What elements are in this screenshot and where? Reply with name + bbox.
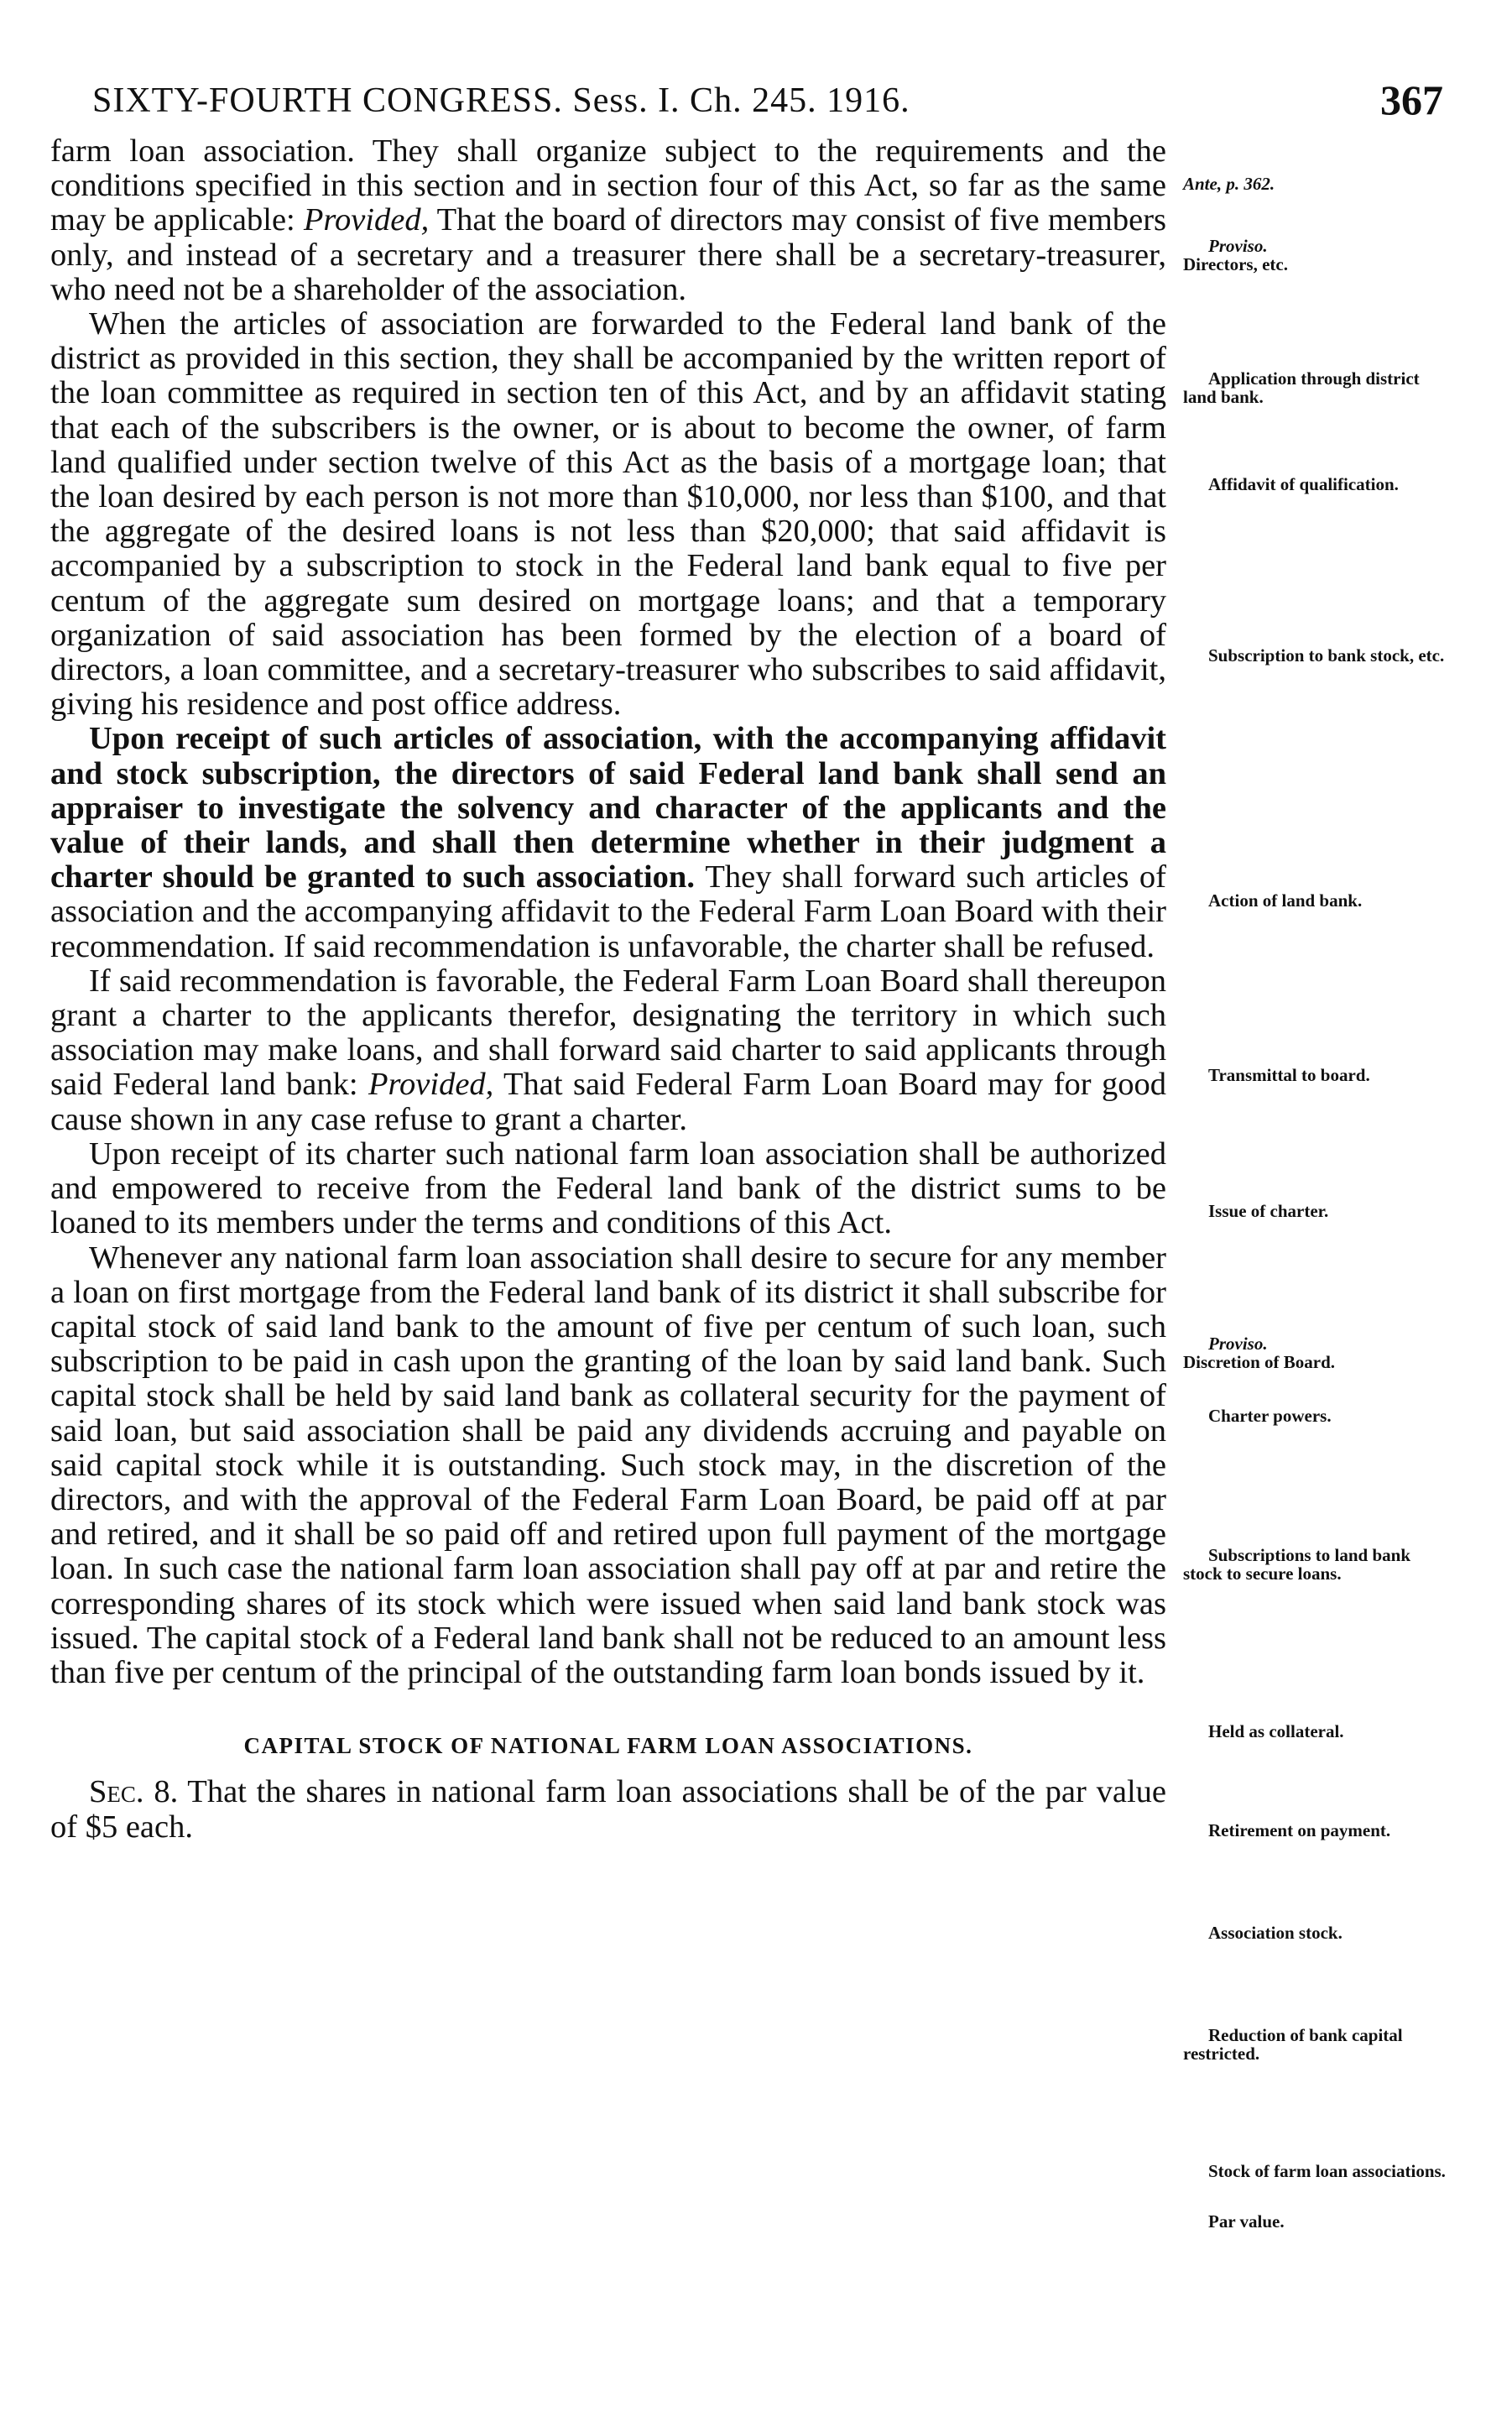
paragraph-text: Upon receipt of such articles of association, with the accompanying affidavit and stock subscription, the directors of said Federal land bank shall send an appraiser to investigate the solvency and character of the applicants and the value of their lands, and shall then determine whether in their judgment a charter should be granted to such association.	[50, 721, 1166, 895]
margin-note-text: Stock of farm loan associations.	[1208, 2161, 1446, 2181]
margin-note-text: Charter powers.	[1208, 1406, 1332, 1426]
paragraph-text: farm loan association. They shall organize subject to the requirements and the conditions specified in this section and in section four of this Act, so far as the same may be applicable:	[50, 133, 1166, 238]
paragraph-text: That the board of directors may consist of five members only, and instead of a secretary and a treasurer there shall be a secretary-treasurer, who need not be a shareholder of the association.	[50, 202, 1167, 307]
body-text	[50, 134, 1166, 1845]
margin-note-text: Proviso.	[1208, 1334, 1268, 1354]
paragraph-charter-grant	[50, 964, 1166, 1137]
margin-note-text: Discretion of Board.	[1183, 1352, 1336, 1372]
paragraph-text: They shall forward such articles of association and the accompanying affidavit to the Federal Farm Loan Board with their recommendation. If said recommendation is unfavorable, the charter shall be refused.	[50, 859, 1166, 964]
margin-note-retirement	[1183, 1821, 1452, 1840]
paragraph-section-8	[50, 1775, 1166, 1844]
paragraph-organization	[50, 134, 1166, 307]
margin-note-text: Subscriptions to land bank stock to secure loans.	[1183, 1545, 1411, 1584]
paragraph-text: That said Federal Farm Loan Board may for good cause shown in any case refuse to grant a charter.	[50, 1067, 1167, 1137]
paragraph-text: If said recommendation is favorable, the Federal Farm Loan Board shall thereupon grant a charter to the applicants therefor, designating the territory in which such association may make loans, and shall forward said charter to said applicants through said Federal land bank:	[50, 963, 1166, 1103]
margin-note-affidavit	[1183, 475, 1452, 493]
margin-note-issue	[1183, 1202, 1452, 1220]
margin-note-par-value	[1183, 2212, 1452, 2231]
margin-note-association-stock	[1183, 1924, 1452, 1942]
margin-note-proviso-directors	[1183, 237, 1452, 274]
running-head: SIXTY-FOURTH CONGRESS. Sess. I. Ch. 245. 1916.	[92, 81, 910, 120]
margin-note-text: Directors, etc.	[1183, 254, 1288, 274]
margin-note-text: Proviso.	[1208, 236, 1268, 256]
margin-note-text: Par value.	[1208, 2211, 1285, 2232]
paragraph-charter-powers: Upon receipt of its charter such national farm loan association shall be authorized and empowered to receive from the Federal land bank of the district sums to be loaned to its members under the terms and conditions of this Act.	[50, 1135, 1166, 1241]
paragraph-receipt-of-articles	[50, 722, 1166, 963]
margin-note-subscription	[1183, 646, 1452, 665]
paragraph-text: That the shares in national farm loan associations shall be of the par value of $5 each.	[50, 1774, 1166, 1845]
margin-note-text: Affidavit of qualification.	[1208, 474, 1399, 494]
margin-note-ante	[1183, 175, 1452, 193]
margin-note-proviso-discretion	[1183, 1334, 1452, 1371]
paragraph-articles-forwarded: When the articles of association are forwarded to the Federal land bank of the district as provided in this section, they shall be accompanied by the written report of the loan committee as required in section ten of this Act, and by an affidavit stating that each of the subscribers is the owner, or is about to become the owner, of farm land qualified under section twelve of this Act as the basis of a mortgage loan; that the loan desired by each person is not more than $10,000, nor less than $100, and that the aggregate of the desired loans is not less than $20,000; that said affidavit is accompanied by a subscription to stock in the Federal land bank equal to five per centum of the aggregate sum desired on mortgage loans; and that a temporary organization of said association has been formed by the election of a board of directors, a loan committee, and a secretary-treasurer who subscribes to said affidavit, giving his residence and post office address.	[50, 306, 1166, 723]
margin-note-subscriptions	[1183, 1546, 1452, 1583]
margin-note-text: Issue of charter.	[1208, 1201, 1329, 1221]
page-header	[92, 76, 1443, 131]
proviso-word: Provided,	[303, 202, 430, 238]
margin-note-text: Application through district land bank.	[1183, 368, 1420, 407]
margin-note-text: Association stock.	[1208, 1923, 1343, 1943]
margin-note-transmittal	[1183, 1066, 1452, 1084]
margin-note-text: Reduction of bank capital restricted.	[1183, 2025, 1403, 2064]
margin-note-action	[1183, 891, 1452, 910]
margin-note-reduction	[1183, 2026, 1452, 2063]
paragraph-stock-subscription: Whenever any national farm loan association shall desire to secure for any member a loan on first mortgage from the Federal land bank of its district it shall subscribe for capital stock of said land bank to the amount of five per centum of such loan, such subscription to be paid in cash upon the granting of the loan by said land bank. Such capital stock shall be held by said land bank as collateral security for the payment of said loan, but said association shall be paid any dividends accruing and payable on said capital stock while it is outstanding. Such stock may, in the discretion of the directors, and with the approval of the Federal Farm Loan Board, be paid off at par and retired, and it shall be so paid off and retired upon full payment of the mortgage loan. In such case the national farm loan association shall pay off at par and retire the corresponding shares of its stock which were issued when said land bank stock was issued. The capital stock of a Federal land bank shall not be reduced to an amount less than five per centum of the principal of the outstanding farm loan bonds issued by it.	[50, 1240, 1166, 1690]
section-label: Sec. 8.	[89, 1774, 179, 1810]
margin-note-text: Action of land bank.	[1208, 890, 1363, 911]
section-heading: CAPITAL STOCK OF NATIONAL FARM LOAN ASSOCIATIONS.	[243, 1733, 973, 1759]
margin-note-text: Transmittal to board.	[1208, 1065, 1370, 1085]
margin-note-held	[1183, 1722, 1452, 1741]
margin-note-text: Retirement on payment.	[1208, 1820, 1391, 1840]
margin-note-application	[1183, 369, 1452, 406]
margin-note-text: Held as collateral.	[1208, 1721, 1344, 1741]
margin-note-text: Ante, p. 362.	[1183, 174, 1275, 194]
margin-note-stock-of-associations	[1183, 2162, 1452, 2180]
margin-note-charter-powers	[1183, 1407, 1452, 1425]
page-number: 367	[1380, 76, 1443, 123]
proviso-word: Provided,	[368, 1067, 494, 1103]
margin-note-text: Subscription to bank stock, etc.	[1208, 645, 1445, 666]
